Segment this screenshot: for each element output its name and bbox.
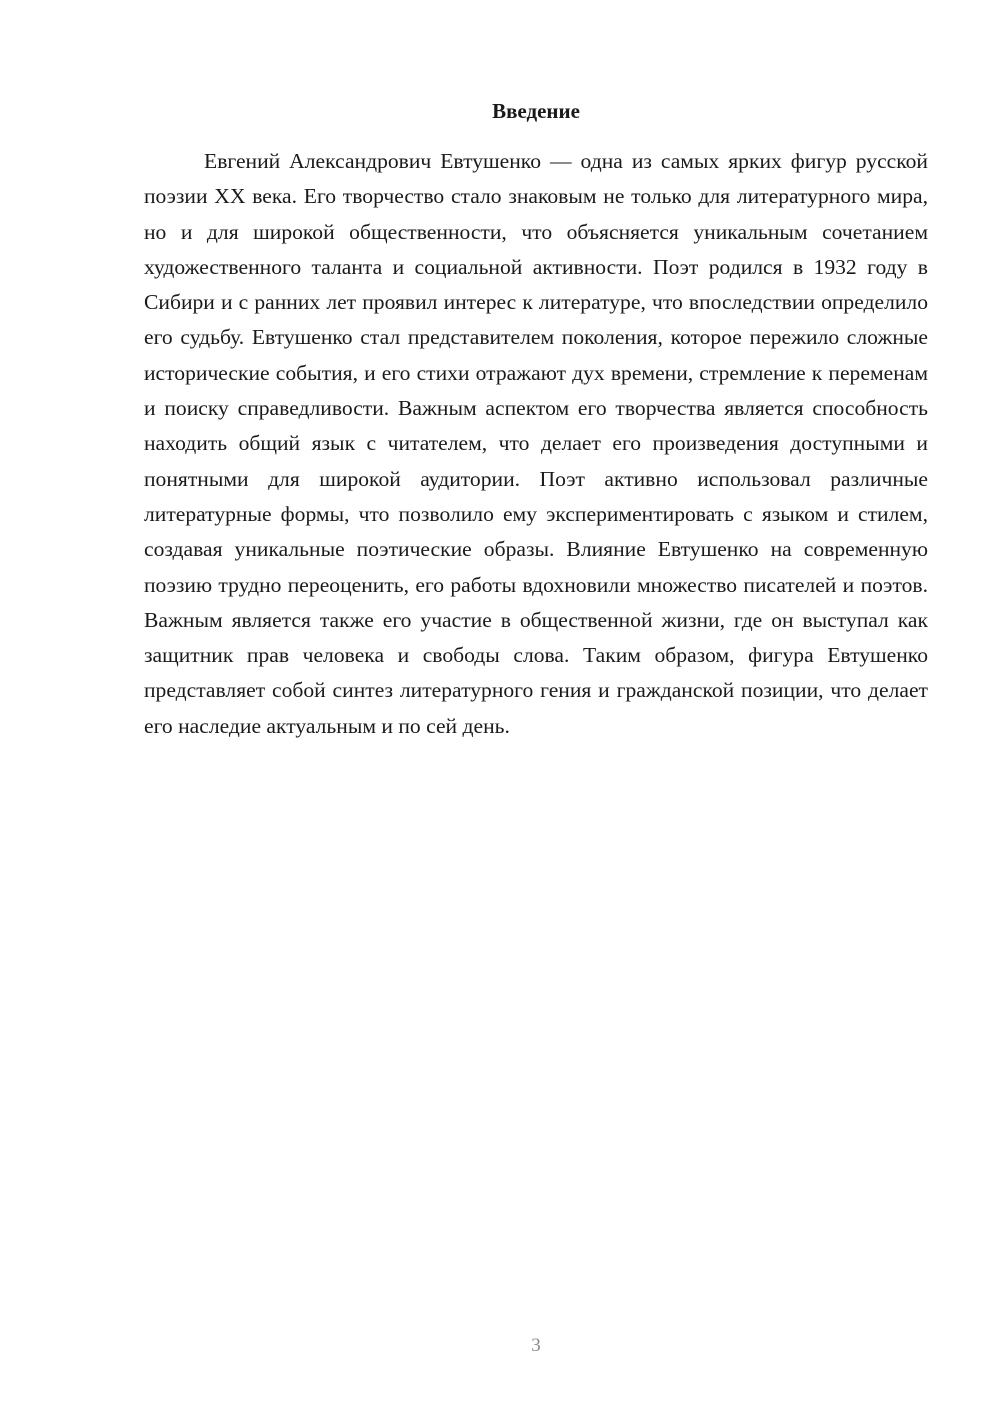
page-number: 3 bbox=[531, 1335, 541, 1356]
body-paragraph: Евгений Александрович Евтушенко — одна из самых ярких фигур русской поэзии XX века. Его творчество стало знаковым не только для литературного мира, но и для широкой общественности, что объясняется уникальным сочетанием художественного таланта и социальной активности. Поэт родился в 1932 году в Сибири и с ранних лет проявил интерес к литературе, что впоследствии определило его судьбу. Евтушенко стал представителем поколения, которое пережило сложные исторические события, и его стихи отражают дух времени, стремление к переменам и поиску справедливости. Важным аспектом его творчества является способность находить общий язык с читателем, что делает его произведения доступными и понятными для широкой аудитории. Поэт активно использовал различные литературные формы, что позволило ему экспериментировать с языком и стилем, создавая уникальные поэтические образы. Влияние Евтушенко на современную поэзию трудно переоценить, его работы вдохновили множество писателей и поэтов. Важным является также его участие в общественной жизни, где он выступал как защитник прав человека и свободы слова. Таким образом, фигура Евтушенко представляет собой синтез литературного гения и гражданской позиции, что делает его наследие актуальным и по сей день. bbox=[144, 149, 928, 738]
section-heading: Введение bbox=[492, 99, 580, 123]
